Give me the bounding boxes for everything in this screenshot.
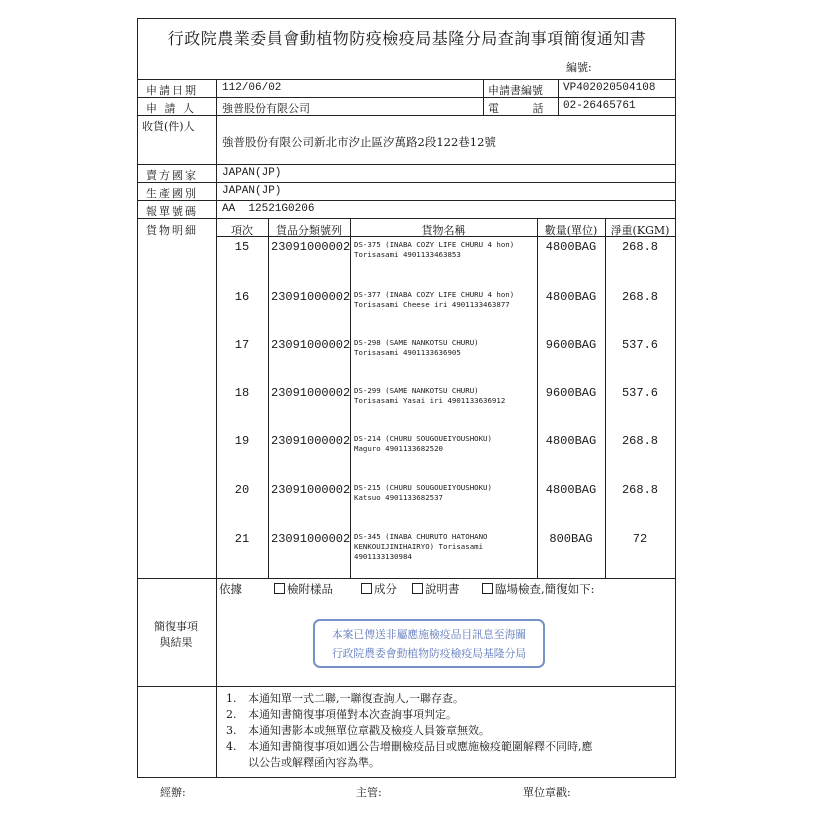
frame-bottom	[137, 777, 676, 778]
phone-number: 02-26465761	[563, 100, 636, 112]
rule	[137, 182, 675, 183]
application-no: VP402020504108	[563, 82, 656, 94]
rule	[137, 164, 675, 165]
frame-right	[675, 18, 676, 777]
row-item: 15	[234, 240, 250, 254]
row-goods-name: DS-215 (CHURU SOUGOUEIYOUSHOKU) Katsuo 4901133682537	[354, 483, 492, 502]
row-weight: 537.6	[621, 338, 658, 352]
row-item: 19	[234, 434, 250, 448]
row-quantity: 4800BAG	[545, 240, 597, 254]
row-goods-name: DS-298 (SAME NANKOTSU CHURU) Torisasami 4901133636905	[354, 338, 479, 357]
row-goods-name: DS-377 (INABA COZY LIFE CHURU 4 hon) Torisasami Cheese iri 4901133463877	[354, 290, 515, 309]
rule	[137, 686, 675, 687]
row-weight: 268.8	[621, 483, 658, 497]
row-item: 21	[234, 532, 250, 546]
row-quantity: 9600BAG	[545, 338, 597, 352]
row-hs-code: 23091000002	[271, 434, 351, 448]
applicant-name: 強普股份有限公司	[222, 102, 310, 115]
rule	[137, 79, 675, 80]
note-4-continued: 以公告或解釋函內容為準。	[248, 756, 380, 769]
checkbox-icon	[412, 583, 423, 594]
row-hs-code: 23091000002	[271, 338, 351, 352]
row-item: 20	[234, 483, 250, 497]
applicant-label: 申 請 人	[146, 102, 196, 115]
header-hs-code: 貨品分類號列	[276, 224, 342, 237]
row-hs-code: 23091000002	[271, 483, 351, 497]
option-samples: 檢附樣品	[274, 581, 333, 597]
option-onsite-inspection: 臨場檢查,簡復如下:	[482, 581, 595, 597]
checkbox-icon	[361, 583, 372, 594]
consignee-label: 收貨(件)人	[142, 120, 195, 133]
official-stamp	[313, 619, 545, 668]
rule	[137, 218, 675, 219]
frame-left	[137, 18, 138, 777]
row-quantity: 9600BAG	[545, 386, 597, 400]
row-item: 18	[234, 386, 250, 400]
row-weight: 268.8	[621, 240, 658, 254]
row-hs-code: 23091000002	[271, 532, 351, 546]
row-goods-name: DS-299 (SAME NANKOTSU CHURU) Torisasami Yasai iri 4901133636912	[354, 386, 506, 405]
seller-country-label: 賣方國家	[146, 169, 198, 182]
frame-top	[137, 18, 675, 19]
phone-label: 電 話	[488, 102, 544, 115]
supervisor-label: 主管:	[356, 786, 382, 799]
row-quantity: 800BAG	[549, 532, 593, 546]
label-divider	[216, 79, 217, 777]
consignee-address: 強普股份有限公司新北市汐止區汐萬路2段122巷12號	[222, 135, 496, 149]
reply-section-label: 簡復事項 與結果	[154, 620, 198, 649]
note-3: 3. 本通知書影本或無單位章戳及檢疫人員簽章無效。	[226, 724, 490, 737]
row-weight: 72	[632, 532, 648, 546]
header-net-weight: 淨重(KGM)	[610, 224, 670, 237]
header-goods-name: 貨物名稱	[421, 224, 466, 237]
row-item: 16	[234, 290, 250, 304]
row-quantity: 4800BAG	[545, 434, 597, 448]
origin-country-label: 生產國別	[146, 187, 198, 200]
note-1: 1. 本通知單一式二聯,一聯復查詢人,一聯存查。	[226, 692, 464, 705]
application-date: 112/06/02	[222, 82, 282, 94]
rule	[137, 115, 675, 116]
handler-label: 經辦:	[160, 786, 186, 799]
header-item: 項次	[231, 224, 253, 237]
row-quantity: 4800BAG	[545, 483, 597, 497]
stamp-line-1: 本案已傳送非屬應施檢疫品目訊息至海關	[331, 628, 527, 641]
row-goods-name: DS-214 (CHURU SOUGOUEIYOUSHOKU) Maguro 4901133682520	[354, 434, 492, 453]
row-item: 17	[234, 338, 250, 352]
basis-label: 依據	[219, 582, 242, 596]
rule	[483, 79, 484, 115]
declaration-no-label: 報單號碼	[146, 205, 198, 218]
row-hs-code: 23091000002	[271, 386, 351, 400]
origin-country: JAPAN(JP)	[222, 185, 282, 197]
unit-seal-label: 單位章戳:	[523, 786, 571, 799]
goods-section-label: 貨物明細	[146, 224, 198, 237]
option-ingredients: 成分	[361, 581, 397, 597]
document-title: 行政院農業委員會動植物防疫檢疫局基隆分局查詢事項簡復通知書	[167, 29, 647, 48]
row-weight: 268.8	[621, 290, 658, 304]
row-quantity: 4800BAG	[545, 290, 597, 304]
declaration-no: AA 12521G0206	[222, 203, 315, 215]
application-no-label: 申請書編號	[488, 84, 543, 97]
header-quantity: 數量(單位)	[544, 224, 598, 237]
rule	[137, 200, 675, 201]
row-hs-code: 23091000002	[271, 240, 351, 254]
row-hs-code: 23091000002	[271, 290, 351, 304]
col-divider	[268, 218, 269, 578]
application-date-label: 申請日期	[146, 84, 198, 97]
seller-country: JAPAN(JP)	[222, 167, 282, 179]
option-manual: 說明書	[412, 581, 460, 597]
stamp-line-2: 行政院農委會動植物防疫檢疫局基隆分局	[331, 647, 527, 660]
row-goods-name: DS-345 (INABA CHURUTO HATOHANO KENKOUIJINIHAIRYO) Torisasami 4901133130984	[354, 532, 488, 561]
row-weight: 537.6	[621, 386, 658, 400]
rule	[137, 97, 675, 98]
rule	[137, 578, 675, 579]
note-4: 4. 本通知書簡復事項如遇公告增刪檢疫品目或應施檢疫範圍解釋不同時,應	[226, 740, 593, 753]
rule	[558, 79, 559, 115]
checkbox-icon	[482, 583, 493, 594]
serial-number-label: 編號:	[566, 61, 592, 74]
row-goods-name: DS-375 (INABA COZY LIFE CHURU 4 hon) Torisasami 4901133463853	[354, 240, 515, 259]
checkbox-icon	[274, 583, 285, 594]
row-weight: 268.8	[621, 434, 658, 448]
note-2: 2. 本通知書簡復事項僅對本次查詢事項判定。	[226, 708, 457, 721]
